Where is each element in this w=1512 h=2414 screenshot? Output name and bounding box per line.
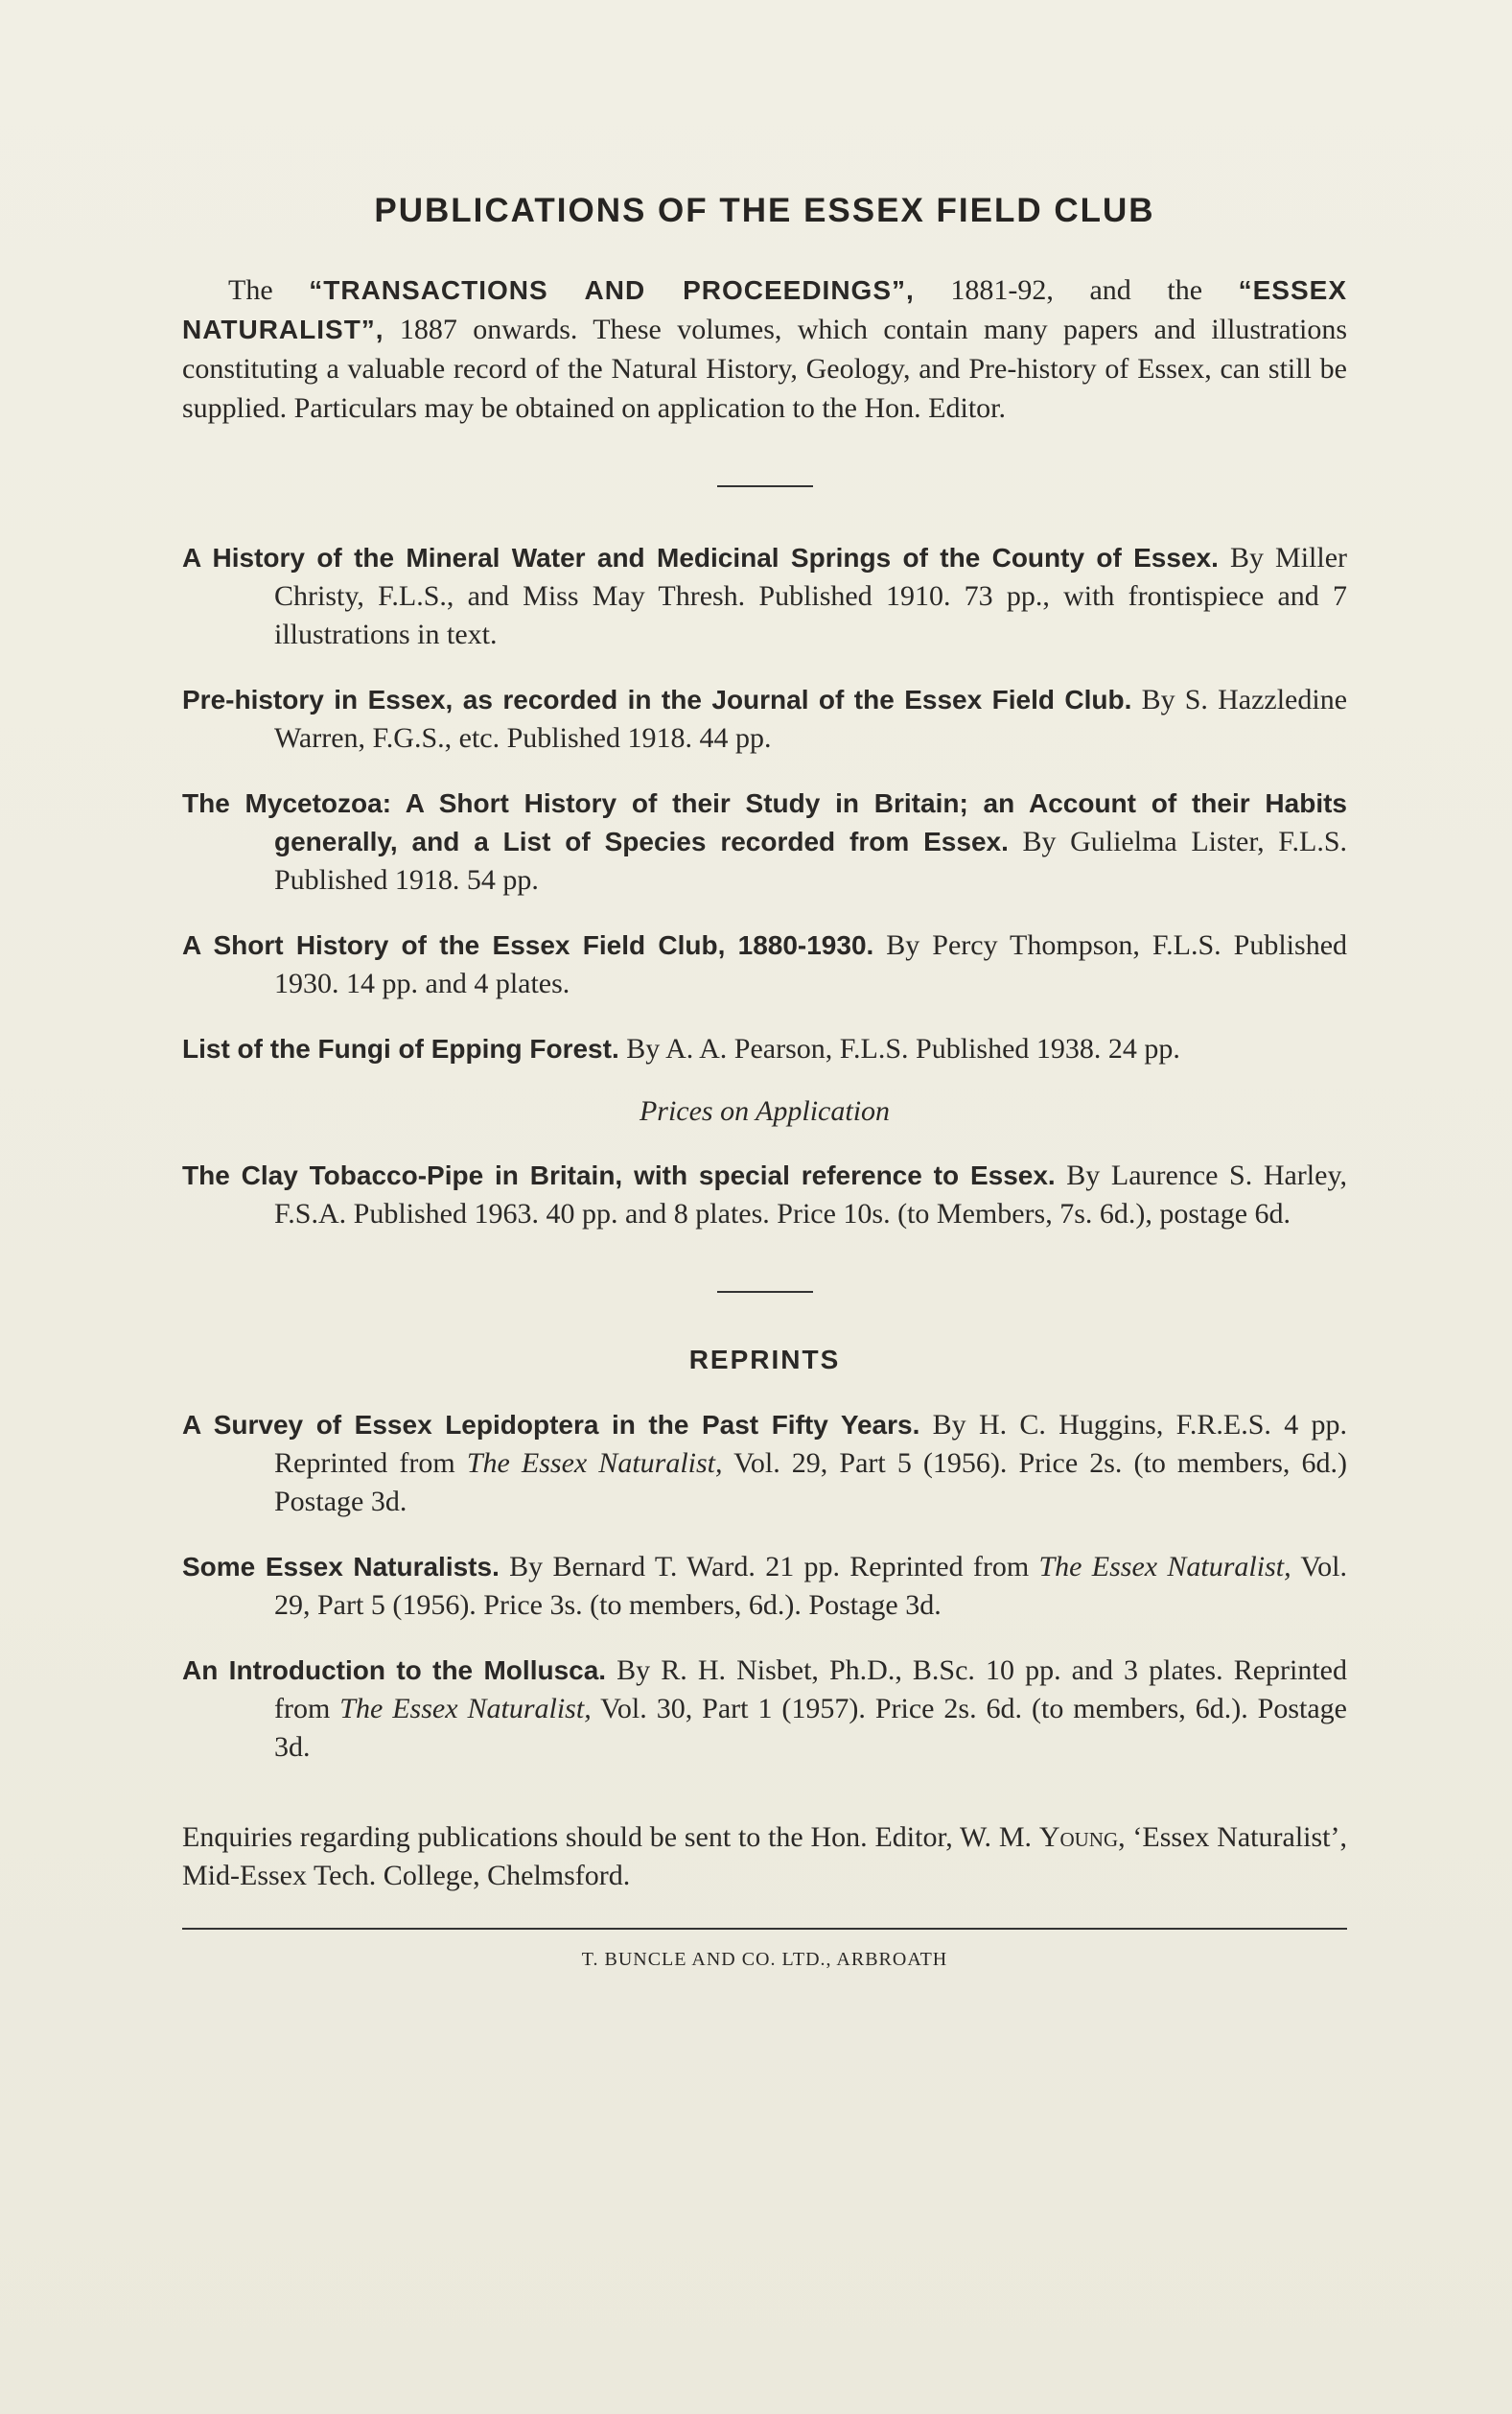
content — [182, 192, 1347, 1971]
publication-title: A Short History of the Essex Field Club, 1880-1930. — [182, 930, 874, 960]
reprint-title: An Introduction to the Mollusca. — [182, 1655, 607, 1685]
reprint-details: By Bernard T. Ward. 21 pp. Reprinted from — [499, 1551, 1039, 1582]
reprint-details: By H. C. Huggins, F.R.E.S. 4 pp. Reprinted from — [274, 1409, 1347, 1479]
publication-entry — [182, 681, 1347, 758]
intro-paragraph — [182, 270, 1347, 428]
intro-text-3: 1887 onwards. These volumes, which contain many papers and illustrations constituting a valuable record of the Natural History, Geology, and Pre-history of Essex, can still be supplied. Particulars may be obtained on application to the Hon. Editor. — [182, 314, 1347, 424]
enquiries-paragraph — [182, 1818, 1347, 1895]
publication-entry — [182, 539, 1347, 654]
publication-entry — [182, 1030, 1347, 1068]
reprint-details: Vol. 29, Part 5 (1956). Price 2s. (to members, 6d.) Postage 3d. — [274, 1447, 1347, 1517]
reprint-journal: The Essex Naturalist, — [1038, 1551, 1291, 1582]
intro-text-2: 1881-92, and the — [914, 274, 1239, 306]
publication-title: A History of the Mineral Water and Medicinal Springs of the County of Essex. — [182, 543, 1219, 573]
reprint-details: By R. H. Nisbet, Ph.D., B.Sc. 10 pp. and 3 plates. Reprinted from — [274, 1654, 1347, 1724]
footer-rule — [182, 1928, 1347, 1930]
publication-details: By Miller Christy, F.L.S., and Miss May Thresh. Published 1910. 73 pp., with frontispiece and 7 illustrations in text. — [274, 542, 1348, 650]
publication-entry-clay-pipe — [182, 1157, 1347, 1233]
prices-note: Prices on Application — [639, 1095, 891, 1127]
divider — [717, 485, 813, 487]
publication-title: Pre-history in Essex, as recorded in the Journal of the Essex Field Club. — [182, 685, 1132, 715]
reprint-journal: The Essex Naturalist, — [466, 1447, 723, 1479]
publication-entry — [182, 926, 1347, 1003]
printer-imprint: T. BUNCLE AND CO. LTD., ARBROATH — [581, 1949, 948, 1970]
essex-naturalist-title: “ESSEX NATURALIST”, — [182, 275, 1348, 344]
enquiries-text-2: , ‘Essex Naturalist’, Mid-Essex Tech. College, Chelmsford. — [182, 1821, 1347, 1891]
reprint-journal: The Essex Naturalist, — [339, 1693, 592, 1724]
publication-details: By A. A. Pearson, F.L.S. Published 1938. 24 pp. — [618, 1033, 1180, 1065]
publication-title: The Clay Tobacco-Pipe in Britain, with special reference to Essex. — [182, 1160, 1056, 1190]
reprint-title: A Survey of Essex Lepidoptera in the Past Fifty Years. — [182, 1410, 920, 1440]
divider — [717, 1291, 813, 1293]
publication-details: By Gulielma Lister, F.L.S. Published 1918. 54 pp. — [274, 826, 1348, 896]
publication-details: By S. Hazzledine Warren, F.G.S., etc. Published 1918. 44 pp. — [274, 684, 1348, 754]
reprint-title: Some Essex Naturalists. — [182, 1552, 500, 1582]
editor-name: Young — [1038, 1821, 1119, 1853]
publication-title: List of the Fungi of Epping Forest. — [182, 1034, 619, 1064]
reprint-entry — [182, 1406, 1347, 1521]
reprint-entry — [182, 1652, 1347, 1767]
publication-entry — [182, 785, 1347, 900]
reprint-details: Vol. 29, Part 5 (1956). Price 3s. (to members, 6d.). Postage 3d. — [274, 1551, 1347, 1621]
enquiries-text-1: Enquiries regarding publications should be sent to the Hon. Editor, W. M. — [182, 1821, 1039, 1853]
page-title: PUBLICATIONS OF THE ESSEX FIELD CLUB — [374, 192, 1155, 229]
reprints-heading: REPRINTS — [688, 1345, 841, 1374]
publication-details: By Percy Thompson, F.L.S. Published 1930. 14 pp. and 4 plates. — [274, 929, 1348, 999]
reprint-entry — [182, 1548, 1347, 1625]
publication-title: The Mycetozoa: A Short History of their Study in Britain; an Account of their Habits generally, and a List of Species recorded from Essex. — [182, 788, 1347, 856]
publication-details: By Laurence S. Harley, F.S.A. Published 1963. 40 pp. and 8 plates. Price 10s. (to Members, 7s. 6d.), postage 6d. — [274, 1160, 1347, 1230]
reprint-details: Vol. 30, Part 1 (1957). Price 2s. 6d. (to members, 6d.). Postage 3d. — [274, 1693, 1347, 1763]
intro-text-1: The — [228, 274, 310, 306]
transactions-title: “TRANSACTIONS AND PROCEEDINGS”, — [309, 275, 915, 305]
